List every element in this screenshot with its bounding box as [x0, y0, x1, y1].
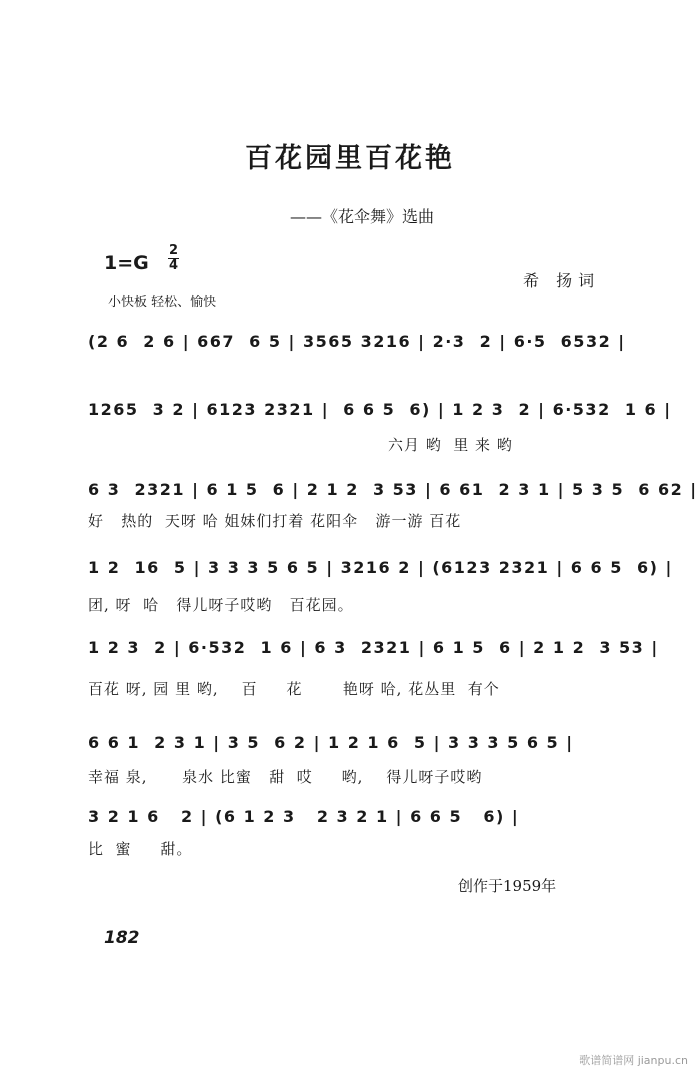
composition-date: 创作于1959年: [458, 877, 557, 895]
notation-line-1: (2 6 2 6 | 667 6 5 | 3565 3216 | 2·3 2 | 6·5 6532 |: [88, 332, 626, 351]
notation-line-4: 1 2 16 5 | 3 3 3 5 6 5 | 3216 2 | (6123 2321 | 6 6 5 6) |: [88, 558, 673, 577]
song-title: 百花园里百花艳: [245, 143, 455, 174]
notation-line-3: 6 3 2321 | 6 1 5 6 | 2 1 2 3 53 | 6 61 2 3 1 | 5 3 5 6 62 |: [88, 480, 698, 499]
watermark: 歌谱简谱网 jianpu.cn: [579, 1054, 688, 1067]
lyricist-credit: 希 扬词: [523, 271, 601, 290]
lyrics-line-4: 团, 呀 哈 得儿呀子哎哟 百花园。: [88, 596, 354, 614]
lyrics-line-2: 六月 哟 里 来 哟: [88, 436, 513, 454]
page-number: 182: [104, 928, 140, 948]
song-subtitle: ——《花伞舞》选曲: [290, 207, 435, 226]
time-signature-top: 2: [168, 243, 179, 258]
notation-line-5: 1 2 3 2 | 6·532 1 6 | 6 3 2321 | 6 1 5 6 | 2 1 2 3 53 |: [88, 638, 659, 657]
lyrics-line-3: 好 热的 天呀 哈 姐妹们打着 花阳伞 游一游 百花: [88, 512, 462, 530]
key-signature: 1=G: [104, 252, 149, 274]
time-signature-bottom: 4: [168, 258, 179, 273]
lyrics-line-6: 幸福 泉, 泉水 比蜜 甜 哎 哟, 得儿呀子哎哟: [88, 768, 483, 786]
tempo-marking: 小快板 轻松、愉快: [108, 295, 217, 310]
lyrics-line-7: 比 蜜 甜。: [88, 840, 193, 858]
lyrics-line-5: 百花 呀, 园 里 哟, 百 花 艳呀 哈, 花丛里 有个: [88, 680, 500, 698]
notation-line-7: 3 2 1 6 2 | (6 1 2 3 2 3 2 1 | 6 6 5 6) |: [88, 807, 520, 826]
notation-line-6: 6 6 1 2 3 1 | 3 5 6 2 | 1 2 1 6 5 | 3 3 3 5 6 5 |: [88, 733, 574, 752]
notation-line-2: 1265 3 2 | 6123 2321 | 6 6 5 6) | 1 2 3 2 | 6·532 1 6 |: [88, 400, 672, 419]
time-signature: [168, 244, 179, 273]
